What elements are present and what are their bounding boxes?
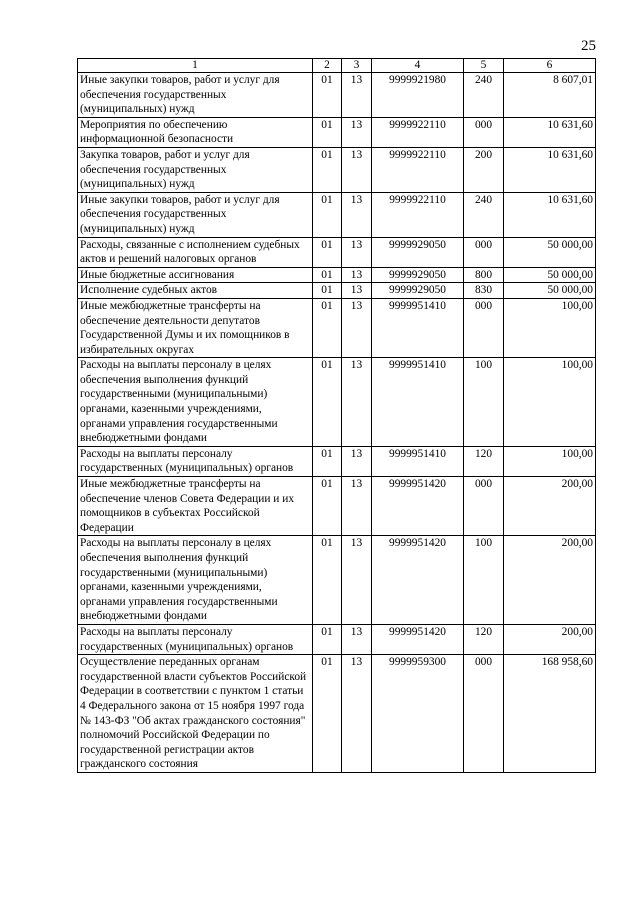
row-section: 01 — [313, 192, 342, 237]
row-amount: 100,00 — [504, 358, 596, 447]
row-subsection: 13 — [342, 477, 372, 536]
table-row — [78, 536, 596, 625]
table-row — [78, 655, 596, 773]
row-expense-type: 240 — [464, 192, 504, 237]
row-amount: 200,00 — [504, 477, 596, 536]
table-row — [78, 624, 596, 654]
column-header: 1 — [78, 59, 313, 73]
row-section: 01 — [313, 267, 342, 283]
row-section: 01 — [313, 237, 342, 267]
row-section: 01 — [313, 655, 342, 773]
row-subsection: 13 — [342, 283, 372, 299]
row-expense-type: 000 — [464, 477, 504, 536]
row-target-code: 9999951420 — [372, 477, 464, 536]
row-target-code: 9999929050 — [372, 237, 464, 267]
row-amount: 100,00 — [504, 298, 596, 357]
row-amount: 10 631,60 — [504, 147, 596, 192]
row-section: 01 — [313, 624, 342, 654]
row-subsection: 13 — [342, 446, 372, 476]
row-target-code: 9999921980 — [372, 73, 464, 118]
row-section: 01 — [313, 147, 342, 192]
row-expense-type: 120 — [464, 624, 504, 654]
row-section: 01 — [313, 358, 342, 447]
row-name: Иные межбюджетные трансферты на обеспечение членов Совета Федерации и их помощников в субъектах Российской Федерации — [78, 477, 313, 536]
table-row — [78, 267, 596, 283]
row-target-code: 9999929050 — [372, 283, 464, 299]
row-target-code: 9999951420 — [372, 624, 464, 654]
row-expense-type: 200 — [464, 147, 504, 192]
row-subsection: 13 — [342, 237, 372, 267]
table-row — [78, 283, 596, 299]
row-name: Осуществление переданных органам государственной власти субъектов Российской Федерации в соответствии с пунктом 1 статьи 4 Федерального закона от 15 ноября 1997 года № 143-ФЗ "Об актах гражданского состояния" полномочий Российской Федерации по государственной регистрации актов гражданского состояния — [78, 655, 313, 773]
row-amount: 50 000,00 — [504, 267, 596, 283]
row-subsection: 13 — [342, 117, 372, 147]
row-expense-type: 000 — [464, 655, 504, 773]
row-name: Закупка товаров, работ и услуг для обеспечения государственных (муниципальных) нужд — [78, 147, 313, 192]
row-subsection: 13 — [342, 624, 372, 654]
table-row — [78, 358, 596, 447]
row-name: Мероприятия по обеспечению информационной безопасности — [78, 117, 313, 147]
row-section: 01 — [313, 117, 342, 147]
page-number: 25 — [581, 38, 596, 54]
row-expense-type: 000 — [464, 117, 504, 147]
row-section: 01 — [313, 446, 342, 476]
table-row — [78, 477, 596, 536]
row-amount: 168 958,60 — [504, 655, 596, 773]
table-row — [78, 237, 596, 267]
row-amount: 10 631,60 — [504, 192, 596, 237]
row-amount: 100,00 — [504, 446, 596, 476]
table-row — [78, 73, 596, 118]
row-subsection: 13 — [342, 147, 372, 192]
row-section: 01 — [313, 73, 342, 118]
row-name: Исполнение судебных актов — [78, 283, 313, 299]
column-header: 6 — [504, 59, 596, 73]
budget-table — [77, 58, 596, 773]
table-row — [78, 298, 596, 357]
header-row — [78, 59, 596, 73]
row-target-code: 9999922110 — [372, 192, 464, 237]
column-header: 5 — [464, 59, 504, 73]
row-subsection: 13 — [342, 192, 372, 237]
column-header: 4 — [372, 59, 464, 73]
row-expense-type: 830 — [464, 283, 504, 299]
column-header: 2 — [313, 59, 342, 73]
row-amount: 200,00 — [504, 536, 596, 625]
row-expense-type: 000 — [464, 237, 504, 267]
row-name: Расходы на выплаты персоналу государственных (муниципальных) органов — [78, 624, 313, 654]
row-amount: 50 000,00 — [504, 283, 596, 299]
row-subsection: 13 — [342, 73, 372, 118]
row-name: Расходы, связанные с исполнением судебных актов и решений налоговых органов — [78, 237, 313, 267]
row-target-code: 9999929050 — [372, 267, 464, 283]
table-row — [78, 147, 596, 192]
row-name: Иные межбюджетные трансферты на обеспечение деятельности депутатов Государственной Думы и их помощников в избирательных округах — [78, 298, 313, 357]
row-target-code: 9999959300 — [372, 655, 464, 773]
row-expense-type: 100 — [464, 536, 504, 625]
row-section: 01 — [313, 536, 342, 625]
row-section: 01 — [313, 477, 342, 536]
row-target-code: 9999951410 — [372, 446, 464, 476]
row-target-code: 9999951410 — [372, 298, 464, 357]
row-target-code: 9999951420 — [372, 536, 464, 625]
row-section: 01 — [313, 283, 342, 299]
row-target-code: 9999951410 — [372, 358, 464, 447]
row-subsection: 13 — [342, 298, 372, 357]
row-expense-type: 000 — [464, 298, 504, 357]
row-section: 01 — [313, 298, 342, 357]
row-name: Расходы на выплаты персоналу государственных (муниципальных) органов — [78, 446, 313, 476]
row-amount: 8 607,01 — [504, 73, 596, 118]
row-amount: 50 000,00 — [504, 237, 596, 267]
row-target-code: 9999922110 — [372, 117, 464, 147]
row-name: Расходы на выплаты персоналу в целях обеспечения выполнения функций государственными (муниципальными) органами, казенными учреждениями, органами управления государственными внебюджетными фондами — [78, 358, 313, 447]
table-row — [78, 192, 596, 237]
row-name: Расходы на выплаты персоналу в целях обеспечения выполнения функций государственными (муниципальными) органами, казенными учреждениями, органами управления государственными внебюджетными фондами — [78, 536, 313, 625]
table-row — [78, 446, 596, 476]
row-expense-type: 800 — [464, 267, 504, 283]
row-amount: 200,00 — [504, 624, 596, 654]
row-subsection: 13 — [342, 267, 372, 283]
row-target-code: 9999922110 — [372, 147, 464, 192]
row-subsection: 13 — [342, 358, 372, 447]
row-expense-type: 120 — [464, 446, 504, 476]
row-amount: 10 631,60 — [504, 117, 596, 147]
row-expense-type: 100 — [464, 358, 504, 447]
column-header: 3 — [342, 59, 372, 73]
row-name: Иные закупки товаров, работ и услуг для обеспечения государственных (муниципальных) нужд — [78, 192, 313, 237]
row-name: Иные закупки товаров, работ и услуг для обеспечения государственных (муниципальных) нужд — [78, 73, 313, 118]
row-subsection: 13 — [342, 536, 372, 625]
row-subsection: 13 — [342, 655, 372, 773]
row-name: Иные бюджетные ассигнования — [78, 267, 313, 283]
row-expense-type: 240 — [464, 73, 504, 118]
table-row — [78, 117, 596, 147]
